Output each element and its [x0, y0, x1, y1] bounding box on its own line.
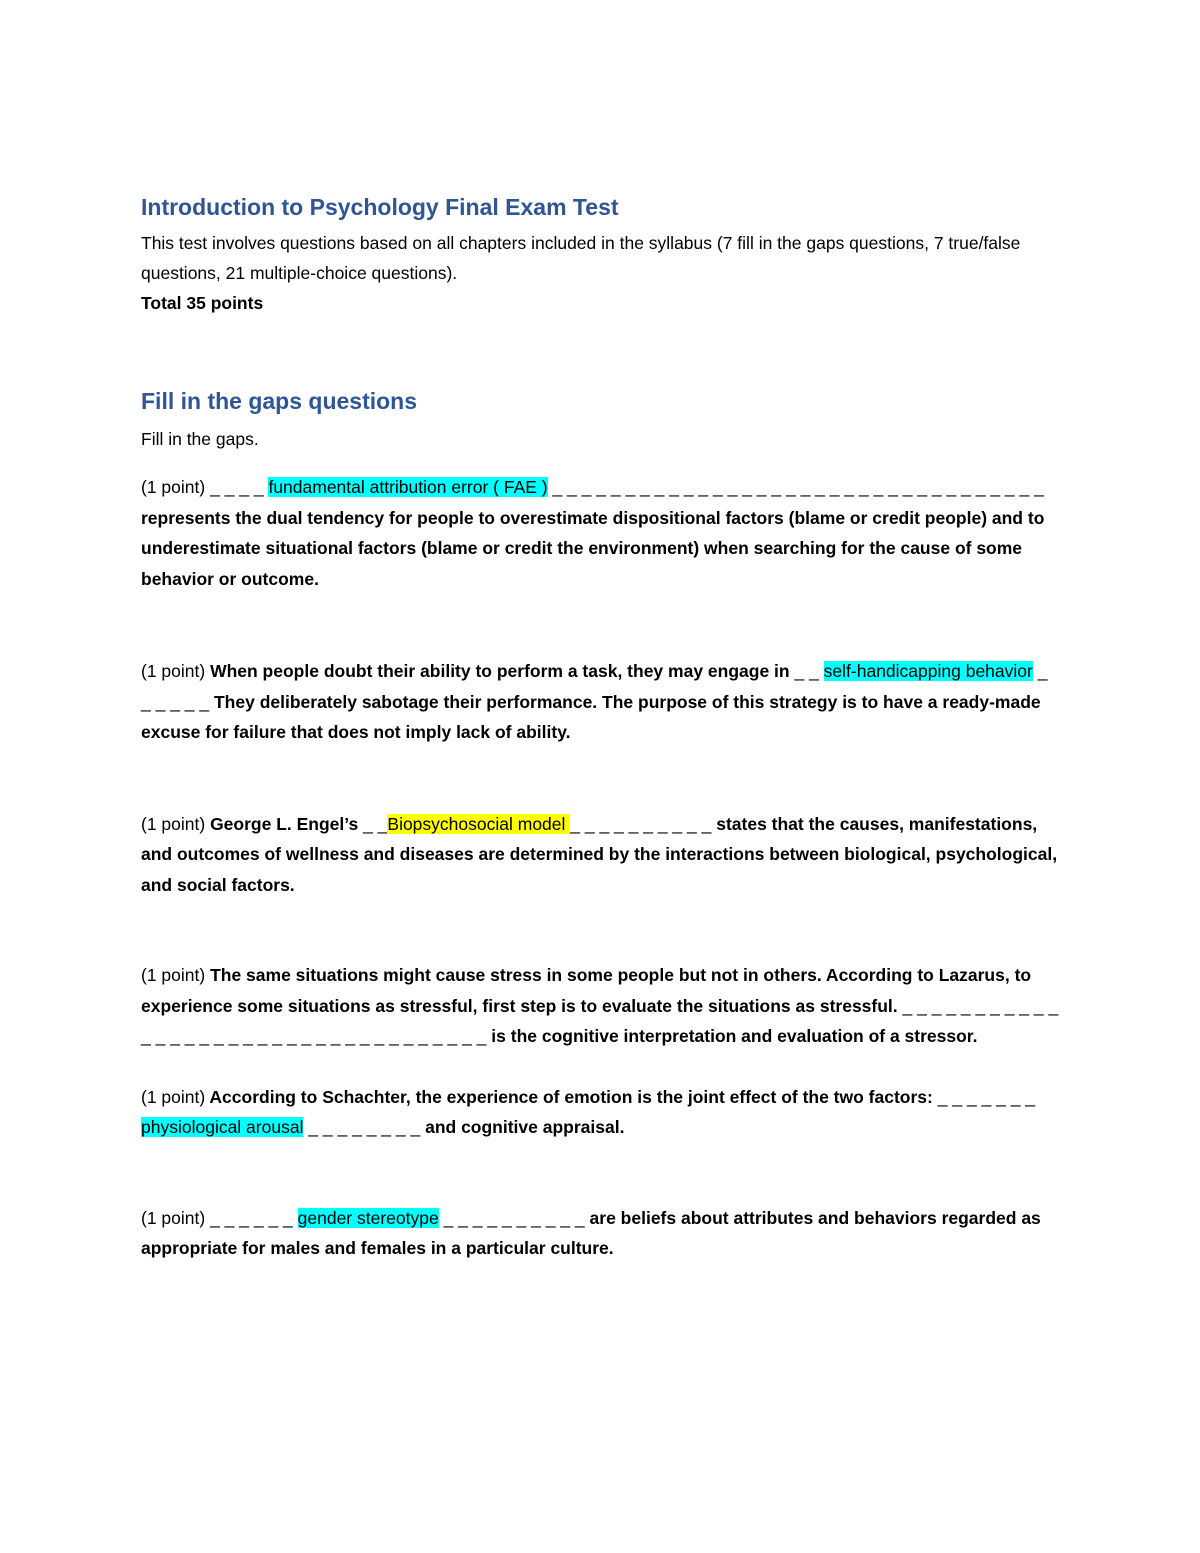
highlighted-answer: self-handicapping behavior — [823, 661, 1033, 681]
document-page — [141, 190, 1061, 1264]
answer-blank: _ _ _ _ _ _ _ _ _ _ _ _ _ _ _ _ _ _ _ _ _ _ _ _ _ _ _ _ _ _ _ _ _ _ _ — [141, 995, 1059, 1046]
highlighted-answer: Biopsychosocial model — [387, 813, 571, 834]
question-text: states that the causes, manifestations, and outcomes of wellness and diseases are determined by the interactions between biological, psychological, and social factors. — [141, 813, 1058, 895]
question-2 — [141, 656, 1061, 748]
question-text: The same situations might cause stress in some people but not in others. According to Lazarus, to experience some situations as stressful, first step is to evaluate the situations as stressful. — [141, 965, 1032, 1016]
question-points-label: (1 point) — [141, 1086, 206, 1107]
highlighted-answer: fundamental attribution error ( FAE ) — [268, 477, 548, 497]
answer-blank: _ _ _ _ _ _ _ _ _ _ _ _ _ _ _ _ _ _ _ _ _ _ _ _ _ _ _ _ _ _ _ _ _ _ — [547, 477, 1044, 497]
question-text: George L. Engel’s — [205, 813, 364, 834]
question-text: and cognitive appraisal. — [425, 1117, 625, 1137]
answer-blank: _ _ _ _ _ _ — [205, 1207, 298, 1228]
question-points-label: (1 point) — [141, 661, 206, 681]
answer-blank: _ _ _ _ _ _ _ _ _ _ — [570, 813, 717, 834]
question-text: When people doubt their ability to perform a task, they may engage in — [205, 661, 795, 681]
section-instruction: Fill in the gaps. — [141, 429, 259, 449]
question-points-label: (1 point) — [141, 813, 206, 834]
answer-blank: _ _ _ _ _ _ — [141, 661, 1048, 712]
total-points: Total 35 points — [141, 293, 264, 313]
question-3 — [141, 809, 1061, 901]
answer-blank: _ _ _ _ _ _ _ — [937, 1086, 1036, 1107]
question-text: is the cognitive interpretation and evaluation of a stressor. — [486, 1026, 978, 1046]
answer-blank: _ _ — [363, 813, 388, 834]
answer-blank: _ _ _ _ — [205, 477, 269, 497]
highlighted-answer: gender stereotype — [297, 1207, 439, 1228]
question-6 — [141, 1203, 1061, 1264]
question-text: represents the dual tendency for people to overestimate dispositional factors (blame or credit people) and to underestimate situational factors (blame or credit the environment) when searching for the cause of some behavior or outcome. — [141, 507, 1045, 589]
question-text: According to Schachter, the experience of emotion is the joint effect of the two factors: — [205, 1086, 938, 1107]
answer-blank: _ _ — [794, 661, 824, 681]
question-points-label: (1 point) — [141, 477, 206, 497]
question-points-label: (1 point) — [141, 965, 206, 985]
question-text: are beliefs about attributes and behaviors regarded as appropriate for males and females in a particular culture. — [141, 1207, 1041, 1258]
question-text: They deliberately sabotage their performance. The purpose of this strategy is to have a ready-made excuse for failure that does not imply lack of ability. — [141, 691, 1041, 742]
highlighted-answer: physiological arousal — [141, 1117, 304, 1137]
answer-blank: _ _ _ _ _ _ _ _ _ _ — [438, 1207, 590, 1228]
intro-paragraph: This test involves questions based on all chapters included in the syllabus (7 fill in the gaps questions, 7 true/false questions, 21 multiple-choice questions). — [141, 233, 1021, 283]
question-1 — [141, 472, 1061, 594]
answer-blank: _ _ _ _ _ _ _ _ — [303, 1117, 426, 1137]
document-title: Introduction to Psychology Final Exam Test — [141, 194, 619, 220]
section-heading: Fill in the gaps questions — [141, 388, 418, 414]
question-5 — [141, 1082, 1061, 1143]
question-points-label: (1 point) — [141, 1207, 206, 1228]
question-4 — [141, 960, 1061, 1052]
